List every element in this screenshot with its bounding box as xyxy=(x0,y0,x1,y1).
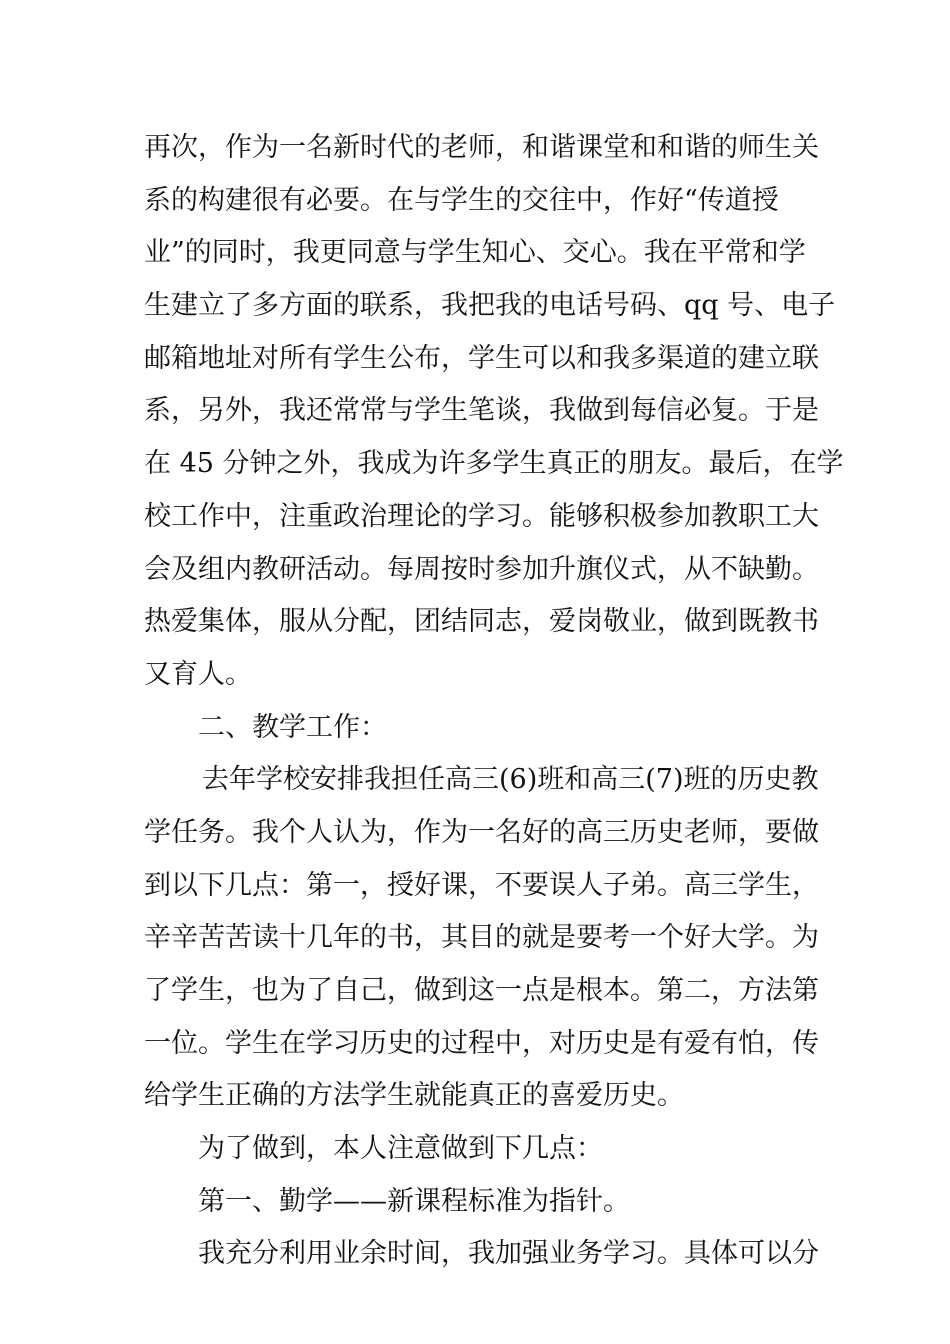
text-line: 再次，作为一名新时代的老师，和谐课堂和和谐的师生关 xyxy=(144,132,819,163)
text-line: 又育人。 xyxy=(144,658,252,690)
text-line: 业”的同时，我更同意与学生知心、交心。我在平常和学 xyxy=(144,237,806,269)
text-line: 生建立了多方面的联系，我把我的电话号码、qq 号、电子 xyxy=(144,290,836,322)
text-line: 一位。学生在学习历史的过程中，对历史是有爱有怕，传 xyxy=(144,1027,819,1059)
text-line: 去年学校安排我担任高三(6)班和高三(7)班的历史教 xyxy=(202,764,819,796)
text-line: 第一、勤学——新课程标准为指针。 xyxy=(198,1185,630,1217)
text-line: 系，另外，我还常常与学生笔谈，我做到每信必复。于是 xyxy=(144,395,819,427)
text-line: 校工作中，注重政治理论的学习。能够积极参加教职工大 xyxy=(144,500,819,532)
text-line: 学任务。我个人认为，作为一名好的高三历史老师，要做 xyxy=(144,816,819,848)
text-line: 了学生，也为了自己，做到这一点是根本。第二，方法第 xyxy=(144,975,819,1006)
document-body xyxy=(144,128,844,1287)
text-line: 到以下几点：第一，授好课，不要误人子弟。高三学生， xyxy=(144,869,819,901)
text-line: 会及组内教研活动。每周按时参加升旗仪式，从不缺勤。 xyxy=(144,553,819,585)
text-line: 系的构建很有必要。在与学生的交往中，作好“传道授 xyxy=(144,184,779,216)
text-line: 给学生正确的方法学生就能真正的喜爱历史。 xyxy=(144,1080,684,1112)
text-line: 为了做到，本人注意做到下几点： xyxy=(198,1133,603,1165)
text-line: 我充分利用业余时间，我加强业务学习。具体可以分 xyxy=(198,1238,819,1270)
text-line: 邮箱地址对所有学生公布，学生可以和我多渠道的建立联 xyxy=(144,342,819,374)
text-line: 在 45 分钟之外，我成为许多学生真正的朋友。最后，在学 xyxy=(144,448,844,480)
text-line: 热爱集体，服从分配，团结同志，爱岗敬业，做到既教书 xyxy=(144,606,819,638)
text-line: 辛辛苦苦读十几年的书，其目的就是要考一个好大学。为 xyxy=(144,922,819,954)
section-heading: 二、教学工作： xyxy=(198,711,387,743)
